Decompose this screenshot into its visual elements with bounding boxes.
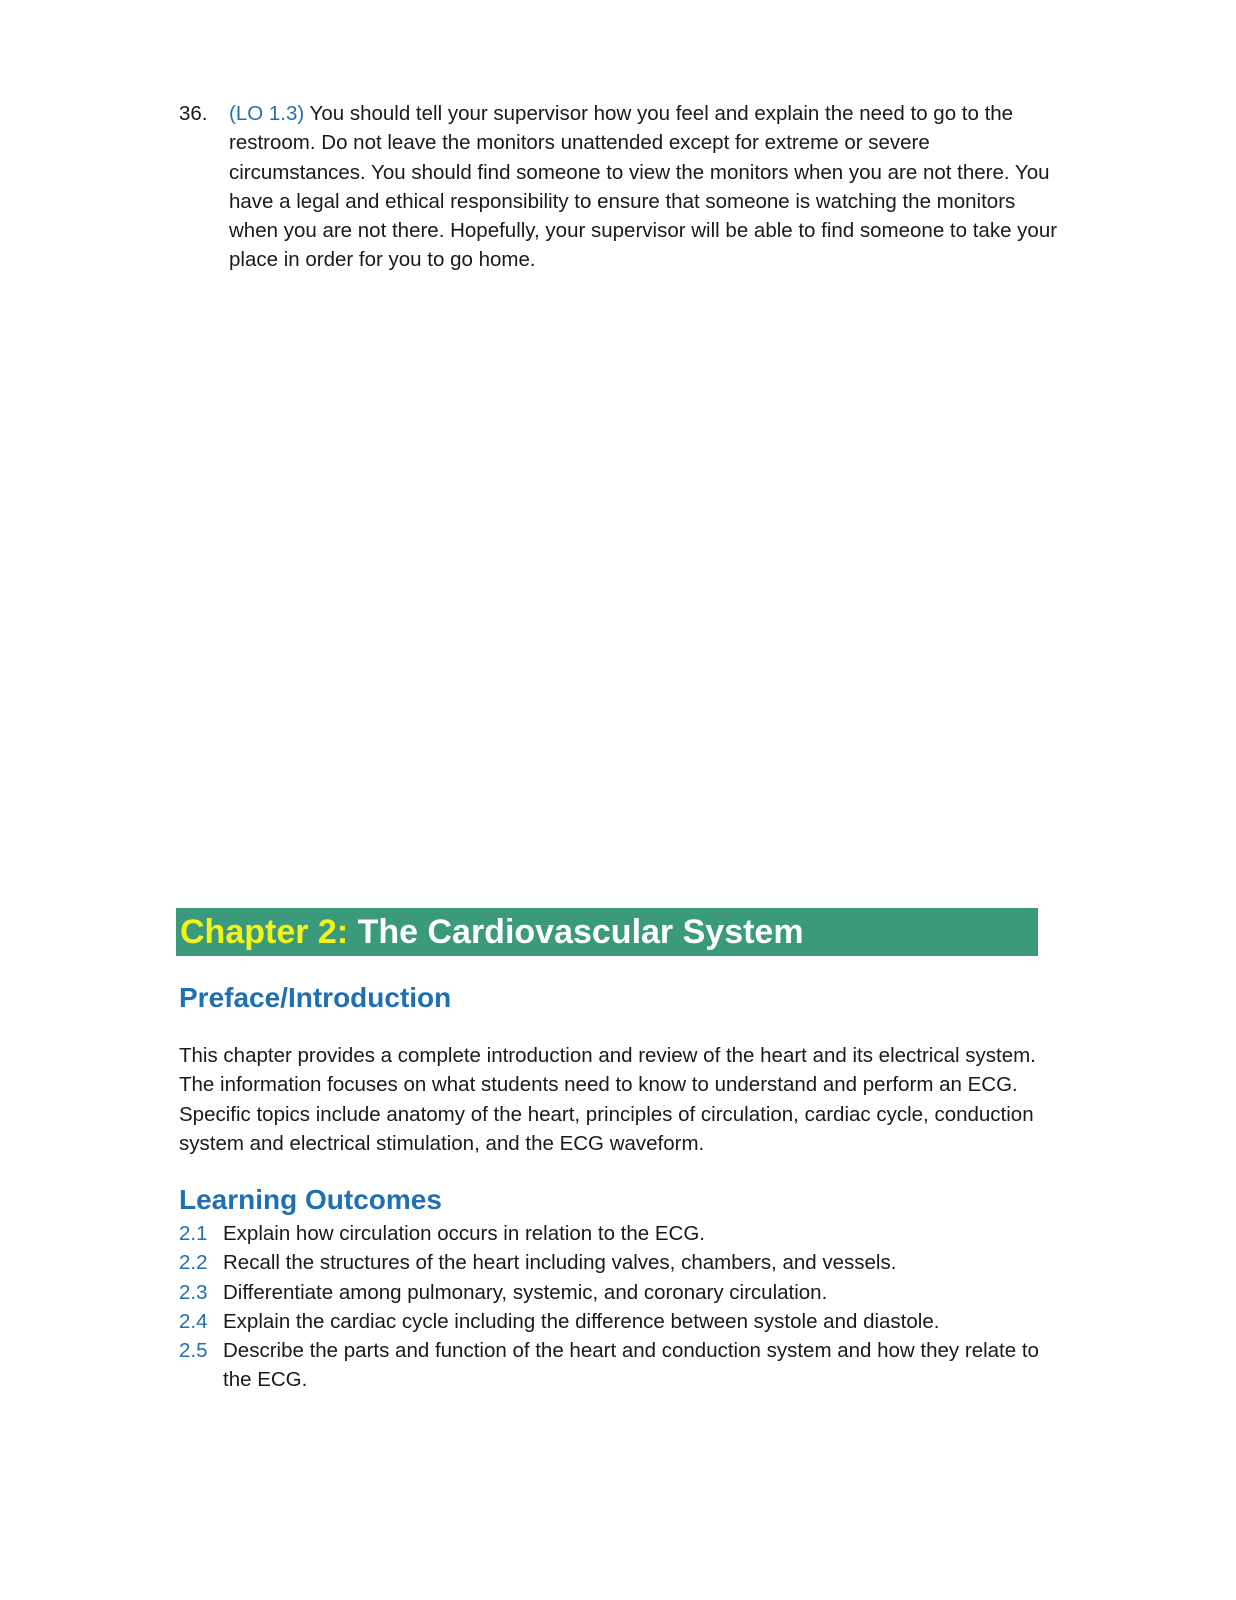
outcome-text: Explain the cardiac cycle including the difference between systole and diastole. — [223, 1309, 940, 1333]
outcome-text: Describe the parts and function of the heart and conduction system and how they relate to the ECG. — [223, 1339, 1039, 1392]
answer-body — [229, 99, 1059, 275]
learning-outcomes-list — [179, 1219, 1049, 1395]
learning-outcome-item — [179, 1248, 1049, 1277]
learning-outcome-item — [179, 1278, 1049, 1307]
outcome-number: 2.2 — [179, 1251, 208, 1275]
preface-heading: Preface/Introduction — [179, 982, 452, 1013]
preface-text: This chapter provides a complete introduction and review of the heart and its electrical system. The information focuses on what students need to know to understand and perform an ECG. Specific topics include anatomy of the heart, principles of circulation, cardiac cycle, conduction system and electrical stimulation, and the ECG waveform. — [179, 1044, 1036, 1155]
outcome-text: Explain how circulation occurs in relation to the ECG. — [223, 1222, 705, 1245]
outcome-number: 2.5 — [179, 1339, 208, 1363]
chapter-label: Chapter 2: — [180, 913, 349, 951]
learning-outcomes-heading: Learning Outcomes — [179, 1184, 442, 1215]
outcome-text: Recall the structures of the heart including valves, chambers, and vessels. — [223, 1251, 897, 1275]
chapter-banner — [176, 908, 1038, 956]
learning-outcome-item — [179, 1219, 1049, 1248]
outcome-text: Differentiate among pulmonary, systemic, and coronary circulation. — [223, 1280, 828, 1304]
lo-reference: (LO 1.3) — [229, 102, 305, 125]
learning-outcome-item — [179, 1307, 1049, 1336]
answer-text: You should tell your supervisor how you feel and explain the need to go to the restroom. Do not leave the monitors unattended except for extreme or severe circumstances. You should find someone to view the monitors when you are not there. You have a legal and ethical responsibility to ensure that someone is watching the monitors when you are not there. Hopefully, your supervisor will be able to find someone to take your place in order for you to go home. — [229, 102, 1058, 272]
outcome-number: 2.4 — [179, 1309, 208, 1333]
answer-36 — [179, 99, 1059, 275]
answer-number: 36. — [179, 102, 208, 125]
chapter-title: The Cardiovascular System — [357, 913, 804, 951]
learning-outcome-item — [179, 1336, 1049, 1395]
outcome-number: 2.1 — [179, 1222, 208, 1245]
outcome-number: 2.3 — [179, 1280, 208, 1304]
